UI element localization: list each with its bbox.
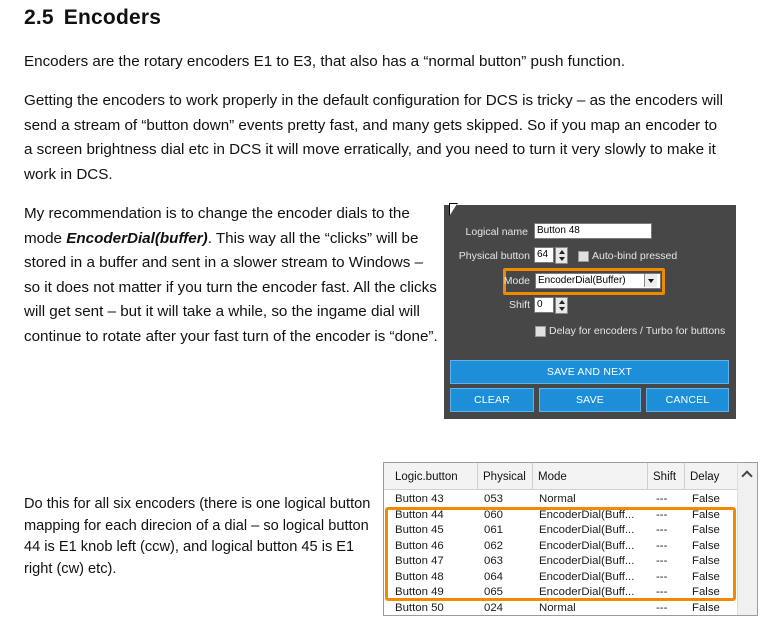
cell-logic-button: Button 46 bbox=[395, 539, 444, 552]
cell-mode: EncoderDial(Buff... bbox=[539, 586, 635, 598]
cell-mode: EncoderDial(Buff... bbox=[539, 539, 635, 552]
cell-delay: False bbox=[692, 508, 720, 521]
cell-physical: 024 bbox=[484, 601, 504, 614]
clear-button[interactable]: CLEAR bbox=[450, 388, 534, 412]
cell-logic-button: Button 47 bbox=[395, 555, 444, 567]
recommendation-text-end: . This way all the “clicks” will be stored in a buffer and sent in a slower stream to Windows – so it does not matter if you turn the encoder fast. All the clicks will get sent – but it will take a while, so the ingame dial will continue to rotate after your fast turn of the encoder is “done”. bbox=[24, 229, 438, 345]
auto-bind-checkbox[interactable] bbox=[578, 251, 589, 262]
cell-shift: --- bbox=[656, 493, 668, 505]
shift-stepper[interactable] bbox=[555, 297, 568, 314]
recommendation-paragraph bbox=[24, 202, 442, 350]
table-row[interactable] bbox=[384, 492, 740, 508]
chevron-up-icon[interactable] bbox=[741, 470, 752, 481]
header-mode[interactable]: Mode bbox=[533, 463, 648, 489]
cell-shift: --- bbox=[656, 570, 668, 583]
cell-delay: False bbox=[692, 586, 720, 598]
chevron-down-icon[interactable] bbox=[644, 274, 657, 287]
physical-button-stepper[interactable] bbox=[555, 247, 568, 264]
save-and-next-button[interactable]: SAVE AND NEXT bbox=[450, 360, 729, 384]
cell-delay: False bbox=[692, 524, 720, 536]
header-delay[interactable]: Delay bbox=[690, 471, 720, 483]
mouse-cursor-fill bbox=[450, 204, 457, 215]
recommendation-mode-emphasis: EncoderDial(buffer) bbox=[66, 229, 208, 247]
cell-shift: --- bbox=[656, 601, 668, 614]
logical-name-input[interactable]: Button 48 bbox=[534, 223, 652, 239]
encoder-rows-highlight bbox=[385, 507, 736, 601]
cell-logic-button: Button 44 bbox=[395, 508, 444, 521]
cell-shift: --- bbox=[656, 524, 668, 536]
header-shift[interactable]: Shift bbox=[648, 463, 685, 489]
cell-shift: --- bbox=[656, 539, 668, 552]
delay-checkbox[interactable] bbox=[535, 326, 546, 337]
cancel-button[interactable]: CANCEL bbox=[646, 388, 729, 412]
recommendation-text-start: My recommendation is to change the encoder dials to the mode bbox=[24, 205, 410, 247]
cell-mode: EncoderDial(Buff... bbox=[539, 555, 635, 567]
section-title: Encoders bbox=[63, 6, 162, 29]
cell-physical: 053 bbox=[484, 493, 504, 505]
cell-mode: EncoderDial(Buff... bbox=[539, 524, 635, 536]
save-button[interactable]: SAVE bbox=[539, 388, 641, 412]
delay-label: Delay for encoders / Turbo for buttons bbox=[549, 325, 726, 337]
cell-physical: 064 bbox=[484, 570, 504, 583]
physical-button-label: Physical button bbox=[458, 250, 530, 262]
cell-shift: --- bbox=[656, 555, 668, 567]
intro-paragraph: Encoders are the rotary encoders E1 to E3, that also has a “normal button” push function. bbox=[24, 53, 626, 70]
auto-bind-label: Auto-bind pressed bbox=[592, 250, 678, 262]
cell-logic-button: Button 48 bbox=[395, 570, 444, 583]
section-number: 2.5 bbox=[24, 6, 54, 29]
cell-shift: --- bbox=[656, 586, 668, 598]
mode-select[interactable]: EncoderDial(Buffer) bbox=[535, 273, 661, 289]
cell-mode: Normal bbox=[539, 493, 576, 505]
cell-delay: False bbox=[692, 539, 720, 552]
cell-physical: 060 bbox=[484, 508, 504, 521]
section-heading bbox=[24, 6, 161, 30]
cell-delay: False bbox=[692, 601, 720, 614]
shift-label: Shift bbox=[508, 299, 530, 311]
header-logic-button[interactable]: Logic.button bbox=[390, 463, 478, 489]
cell-logic-button: Button 45 bbox=[395, 524, 444, 536]
cell-delay: False bbox=[692, 570, 720, 583]
cell-physical: 061 bbox=[484, 524, 504, 536]
button-config-dialog bbox=[444, 205, 736, 419]
logical-name-label: Logical name bbox=[465, 226, 528, 238]
cell-physical: 062 bbox=[484, 539, 504, 552]
cell-mode: Normal bbox=[539, 601, 576, 614]
problem-paragraph: Getting the encoders to work properly in the default configuration for DCS is tricky – as the encoders will send a stream of “button down” events pretty fast, and many gets skipped. So if you map an encoder to a screen brightness dial etc in DCS it will move erratically, and you need to turn it very slowly to make it work in DCS. bbox=[24, 92, 723, 183]
cell-delay: False bbox=[692, 493, 720, 505]
all-encoders-paragraph: Do this for all six encoders (there is one logical button mapping for each direcion of a dial – so logical button 44 is E1 knob left (ccw), and logical button 45 is E1 right (cw) etc). bbox=[24, 496, 371, 577]
shift-input[interactable]: 0 bbox=[534, 297, 554, 313]
cell-delay: False bbox=[692, 555, 720, 567]
table-row[interactable] bbox=[384, 601, 740, 617]
cell-physical: 065 bbox=[484, 586, 504, 598]
table-scrollbar[interactable] bbox=[737, 463, 757, 615]
mode-label: Mode bbox=[503, 275, 530, 287]
cell-logic-button: Button 50 bbox=[395, 601, 444, 614]
table-header bbox=[384, 463, 757, 490]
cell-logic-button: Button 43 bbox=[395, 493, 444, 505]
cell-mode: EncoderDial(Buff... bbox=[539, 570, 635, 583]
cell-shift: --- bbox=[656, 508, 668, 521]
cell-physical: 063 bbox=[484, 555, 504, 567]
cell-mode: EncoderDial(Buff... bbox=[539, 508, 635, 521]
cell-logic-button: Button 49 bbox=[395, 586, 444, 598]
header-physical[interactable]: Physical bbox=[478, 463, 533, 489]
physical-button-input[interactable]: 64 bbox=[534, 247, 554, 263]
